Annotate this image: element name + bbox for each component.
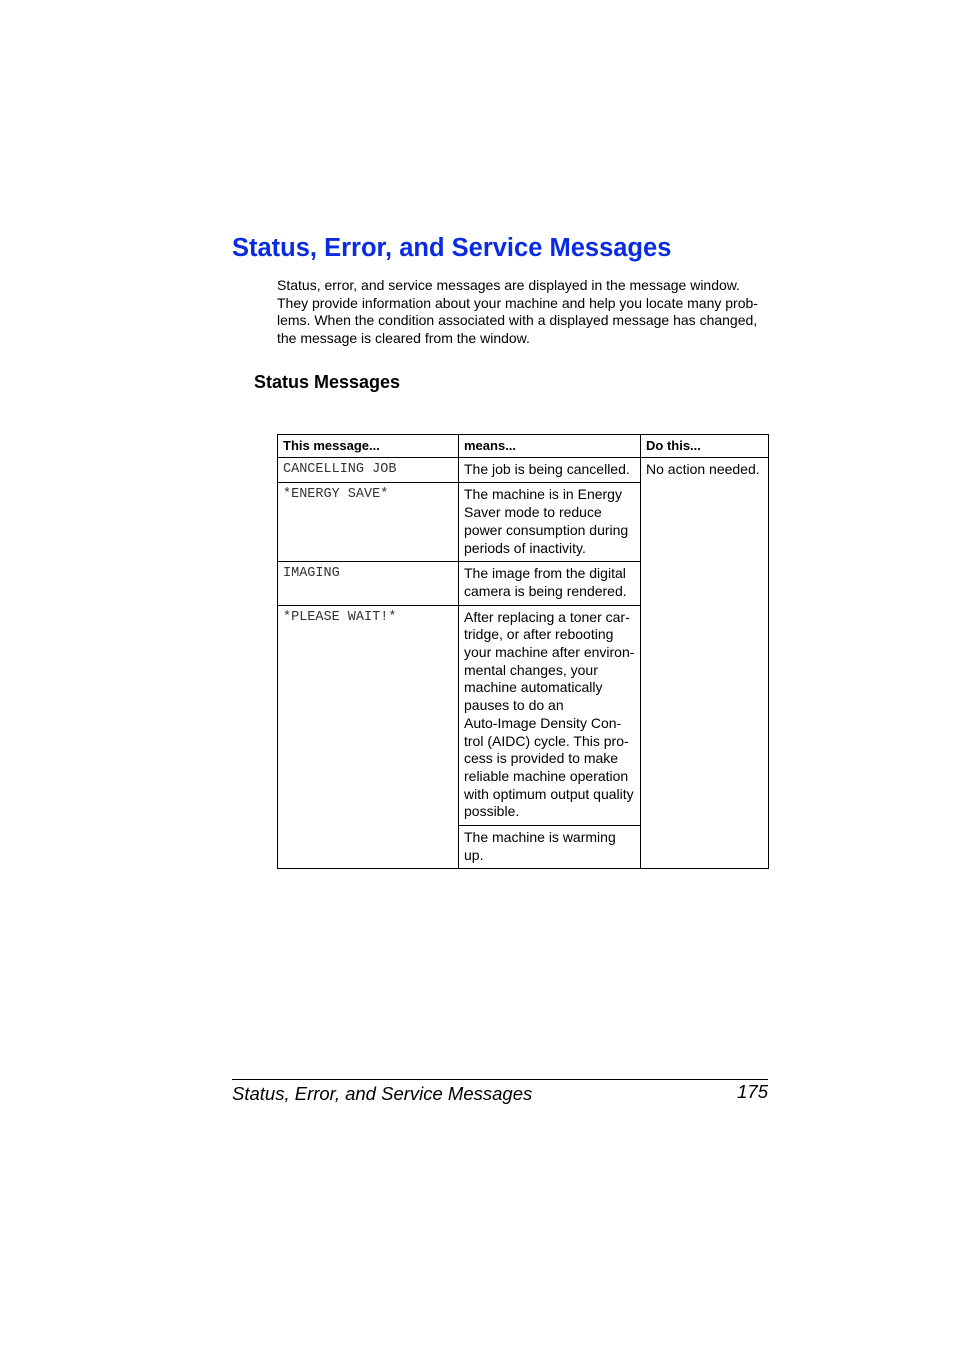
- footer-title: Status, Error, and Service Messages: [232, 1083, 533, 1104]
- section-heading: Status Messages: [254, 372, 401, 392]
- message-code: IMAGING: [278, 562, 459, 605]
- intro-line: the message is cleared from the window.: [277, 330, 530, 347]
- meaning-line: camera is being rendered.: [464, 582, 627, 599]
- table-header-row: [278, 435, 769, 458]
- meaning-line: power consumption during: [464, 521, 629, 538]
- meaning-line: possible.: [464, 803, 520, 820]
- intro-line: They provide information about your machine and help you locate many prob-: [277, 294, 758, 311]
- meaning-line: Saver mode to reduce: [464, 504, 602, 521]
- meaning-line: After replacing a toner car-: [464, 608, 630, 625]
- meaning-line: with optimum output quality: [464, 785, 634, 802]
- table-row: [278, 457, 769, 483]
- meaning-line: Auto-Image Density Con-: [464, 714, 622, 731]
- meaning-line: periods of inactivity.: [464, 539, 586, 556]
- meaning-line: The image from the digital: [464, 565, 626, 582]
- meaning-line: up.: [464, 846, 484, 863]
- header-message: This message...: [278, 435, 459, 458]
- meaning-line: The machine is in Energy: [464, 486, 622, 503]
- message-meaning: [459, 605, 641, 825]
- meaning-line: reliable machine operation: [464, 767, 629, 784]
- page-number: 175: [737, 1081, 768, 1102]
- message-meaning: [459, 826, 641, 869]
- message-meaning: [459, 457, 641, 483]
- footer-divider: [232, 1079, 768, 1080]
- meaning-line: The machine is warming: [464, 829, 616, 846]
- meaning-line: pauses to do an: [464, 697, 564, 714]
- meaning-line: tridge, or after rebooting: [464, 626, 614, 643]
- header-means: means...: [459, 435, 641, 458]
- message-code: *PLEASE WAIT!*: [278, 605, 459, 869]
- page-title: Status, Error, and Service Messages: [232, 234, 672, 262]
- message-action: No action needed.: [641, 457, 769, 869]
- meaning-line: machine automatically: [464, 679, 603, 696]
- intro-paragraph: [277, 277, 777, 348]
- message-code: *ENERGY SAVE*: [278, 483, 459, 562]
- message-meaning: [459, 562, 641, 605]
- meaning-line: mental changes, your: [464, 661, 598, 678]
- intro-line: Status, error, and service messages are displayed in the message window.: [277, 277, 741, 293]
- message-code: CANCELLING JOB: [278, 457, 459, 483]
- status-messages-table: [277, 434, 769, 869]
- header-action: Do this...: [641, 435, 769, 458]
- message-meaning: [459, 483, 641, 562]
- meaning-line: trol (AIDC) cycle. This pro-: [464, 732, 629, 749]
- intro-line: lems. When the condition associated with a displayed message has changed,: [277, 312, 758, 329]
- meaning-line: your machine after environ-: [464, 644, 635, 661]
- meaning-line: cess is provided to make: [464, 750, 619, 767]
- meaning-line: The job is being cancelled.: [464, 460, 630, 477]
